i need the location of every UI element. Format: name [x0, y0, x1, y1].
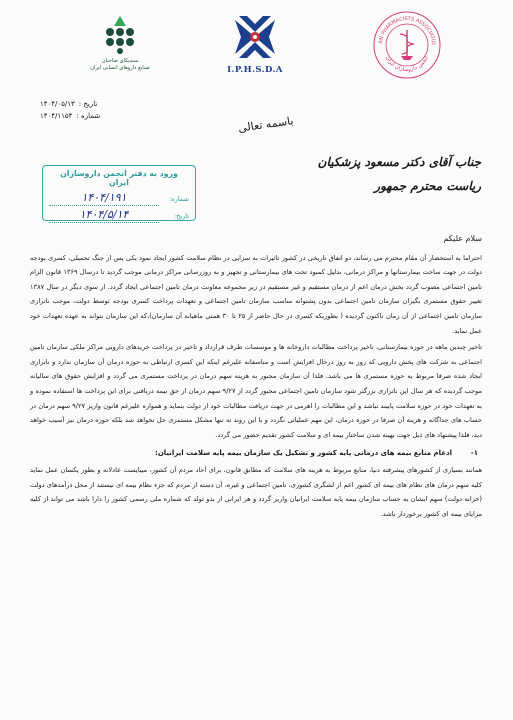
iphsda-caption: I.P.H.S.D.A — [227, 65, 283, 75]
paragraph-2: تاخیر چندین ماهه در حوزه بیمارستانی، تاخیر پرداخت مطالبات داروخانه ها و موسسات طرف قرارداد و تاخیر در پرداخت خریدهای دارویی مراکز ملکی سازمان تامین اجتماعی به شرکت های پخش دارویی که روز به روز درحال افزایش است و متاسفانه علیرغم اینکه این کسری ارتباطی به حوزه درمان آن سازمان ندارد و ناترازی ایجاد شده صرفا مربوط به حوزه مستمری ها می باشد. فلذا آن سازمان مجبور به هزینه سهم درمان در پرداخت مستمری می گردد و افزایش حقوق های سالیانه موجب گردیده که هر سال این ناترازی بزرگتر شود سازمان تامین اجتماعی مجبور گردد از ۹/۲۷ سهم درمان از حق بیمه دریافتی برای این پرداخت ها استفاده نموده و به تعهدات خود در حوزه سلامت پایبند نباشد و این مطالبات را اهرمی در جهت دریافت مطالبات خود از دولت بنماید و همواره علیرغم قانون واریز ۹/۲۷ سهم درمان در حساب های جداگانه و هزینه آن صرفا در حوزه درمان، این مهم عملیاتی نگردد و با این روند نه تنها مشکل مستمری حل نخواهد شد بلکه حوزه درمان نیز آسیب خواهد دید، فلذا پیشنهاد های ذیل جهت بهینه شدن ساختار بیمه ای و سلامت کشور تقدیم حضور می گردد. — [30, 343, 483, 439]
stamp-number-value: ۱۴۰۴/۱۹۱ — [49, 191, 159, 206]
number-value: ۱۴۰۴/۱۱۵۴ — [40, 112, 73, 120]
salutation: سلام علیکم — [443, 234, 482, 243]
syndicate-molecule-icon — [100, 14, 140, 54]
number-row — [40, 110, 190, 122]
stamp-date-value: ۱۴۰۴/۵/۱۴ — [49, 208, 159, 223]
date-row — [40, 98, 190, 110]
date-label: تاریخ : — [78, 100, 98, 108]
svg-text:IRAN PHARMACISTS ASSOCIATION — [372, 10, 436, 45]
number-label: شماره : — [76, 112, 101, 120]
syndicate-caption-2: صنایع داروهای انسانی ایران — [90, 65, 150, 71]
seal-persian-text: انجمن داروسازان ایران — [384, 55, 430, 74]
recipient-name: جناب آقای دکتر مسعود پزشکیان — [317, 155, 481, 169]
section-title: ادغام منابع بیمه های درمانی پایه کشور و تشکیل یک سازمان بیمه پایه سلامت ایرانیان: — [155, 449, 452, 458]
section-heading-1 — [30, 446, 482, 461]
iphsda-logo — [218, 14, 292, 75]
registration-stamp — [42, 165, 196, 221]
section-number: ۱- — [470, 449, 478, 458]
recipient-title: ریاست محترم جمهور — [374, 179, 481, 193]
stamp-number-label: شماره: — [169, 194, 189, 203]
basmala: باسمه تعالی — [237, 114, 295, 135]
stamp-number-row — [49, 190, 189, 207]
syndicate-caption-1: سندیکای صاحبان — [101, 58, 139, 64]
pharmacists-seal-icon — [372, 10, 442, 80]
syndicate-logo — [78, 14, 162, 72]
stamp-title: ورود به دفتر انجمن داروسازان ایران — [60, 169, 178, 187]
paragraph-3: همانند بسیاری از کشورهای پیشرفته دنیا، منابع مربوط به هزینه های سلامت که مطابق قانون، برای آحاد مردم آن کشور، میبایست عادلانه و بطور یکسان عمل نماید کلیه سهم درمان های نظام های بیمه ای کشور اعم از لشگری کشوری، تامین اجتماعی و غیره، آن دسته از مردم که جزء نظام بیمه ای نیستند از محل درآمدهای دولت (خزانه دولت) سهم ایشان به حساب سازمان بیمه پایه سلامت ایرانیان واریز گردد و هر ایرانی از بدو تولد که شماره ملی رسمی کشور را دارا باشد می تواند از کلیه مزایای بیمه ای کشور برخوردار باشد. — [30, 465, 482, 518]
iphsda-emblem-icon — [231, 14, 279, 60]
paragraph-1: احتراما به استحضار آن مقام محترم می رساند، دو اتفاق تاریخی در کشور تاثیرات به سزایی در نظام سلامت کشور ایجاد نمود یکی پس از جنگ تحمیلی، کسری بودجه دولت در جهت ساخت بیمارستانها و مراکز درمانی، بدلیل کمبود تخت های بیمارستانی و تجهیز و به روزرسانی مراکز درمانی موجب گردید تا درسال ۱۳۶۹ قانون الزام تامین اجتماعی مصوب گردد بخش درمان اعم از درمان مستقیم و غیر مستقیم در زیر مجموعه معاونت درمان تامین اجتماعی ایجاد گردد. از سوی دیگر در سال ۱۳۸۷ تغییر حقوق مستمری بگیران سازمان تامین اجتماعی بدون پشتوانه مناسب سازمان تامین اجتماعی و تعهدات پرداخت کسری بودجه توسط دولت، موجب ناترازی سازمان تامین اجتماعی از آن زمان تاکنون گردیده ( بطوریکه کسری در حال حاضر از ۲۵ تا ۳۰ همتی ماهیانه آن سازمان)،که این سازمان نتواند به عهده تعهدات خود عمل نماید. — [30, 253, 482, 335]
date-value: ۱۴۰۴/۰۵/۱۳ — [40, 100, 75, 108]
seal-english-text: AN PHARMACISTS ASSOCIATIO — [377, 15, 437, 45]
letter-body — [30, 232, 482, 521]
letter-meta — [40, 98, 190, 122]
stamp-date-row — [49, 207, 189, 224]
recipient-block — [261, 150, 481, 198]
pharmacists-association-logo — [372, 10, 442, 80]
stamp-date-label: تاریخ: — [173, 211, 189, 220]
